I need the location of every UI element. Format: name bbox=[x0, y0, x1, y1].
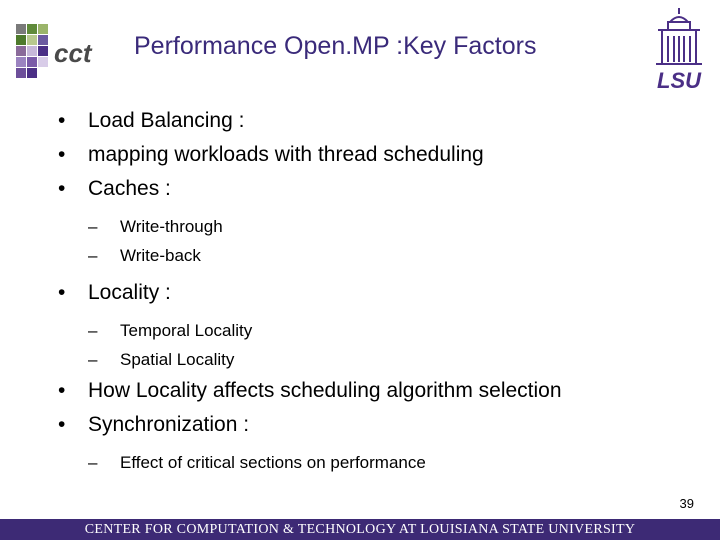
slide-title: Performance Open.MP :Key Factors bbox=[134, 32, 537, 60]
sub-bullet-text: Spatial Locality bbox=[120, 350, 235, 369]
page-number: 39 bbox=[679, 496, 694, 511]
sub-bullet-item bbox=[58, 212, 698, 241]
bullet-marker: • bbox=[58, 413, 66, 436]
sub-bullet-marker: – bbox=[88, 217, 98, 236]
sub-bullet-text: Write-through bbox=[120, 217, 223, 236]
bullet-marker: • bbox=[58, 281, 66, 304]
lsu-logo-wordmark: LSU bbox=[657, 68, 701, 92]
bullet-text: Caches : bbox=[88, 177, 171, 200]
bullet-item bbox=[58, 172, 698, 206]
footer-banner: CENTER FOR COMPUTATION & TECHNOLOGY AT LOUISIANA STATE UNIVERSITY bbox=[0, 519, 720, 540]
cct-logo bbox=[14, 24, 124, 82]
sub-bullet-item bbox=[58, 448, 698, 477]
sub-bullet-item bbox=[58, 241, 698, 270]
cct-logo-wordmark: cct bbox=[54, 38, 92, 68]
sub-bullet-text: Temporal Locality bbox=[120, 321, 253, 340]
bullet-marker: • bbox=[58, 143, 66, 166]
sub-bullet-marker: – bbox=[88, 321, 98, 340]
bullet-text: Locality : bbox=[88, 281, 171, 304]
sub-bullet-marker: – bbox=[88, 453, 98, 472]
bullet-item bbox=[58, 138, 698, 172]
bullet-item bbox=[58, 408, 698, 442]
bullet-marker: • bbox=[58, 109, 66, 132]
sub-bullet-text: Write-back bbox=[120, 246, 201, 265]
sub-bullet-item bbox=[58, 345, 698, 374]
bullet-marker: • bbox=[58, 177, 66, 200]
bullet-item bbox=[58, 104, 698, 138]
bullet-item bbox=[58, 276, 698, 310]
sub-bullet-text: Effect of critical sections on performance bbox=[120, 453, 426, 472]
sub-bullet-marker: – bbox=[88, 350, 98, 369]
lsu-logo bbox=[648, 4, 710, 92]
sub-bullet-marker: – bbox=[88, 246, 98, 265]
bullet-text: Synchronization : bbox=[88, 413, 250, 436]
bullet-text: mapping workloads with thread scheduling bbox=[88, 143, 484, 166]
bullet-marker: • bbox=[58, 379, 66, 402]
bullet-item bbox=[58, 374, 698, 408]
bullet-text: Load Balancing : bbox=[88, 109, 245, 132]
bullet-list bbox=[58, 104, 698, 477]
bullet-text: How Locality affects scheduling algorithm selection bbox=[88, 379, 562, 402]
sub-bullet-item bbox=[58, 316, 698, 345]
